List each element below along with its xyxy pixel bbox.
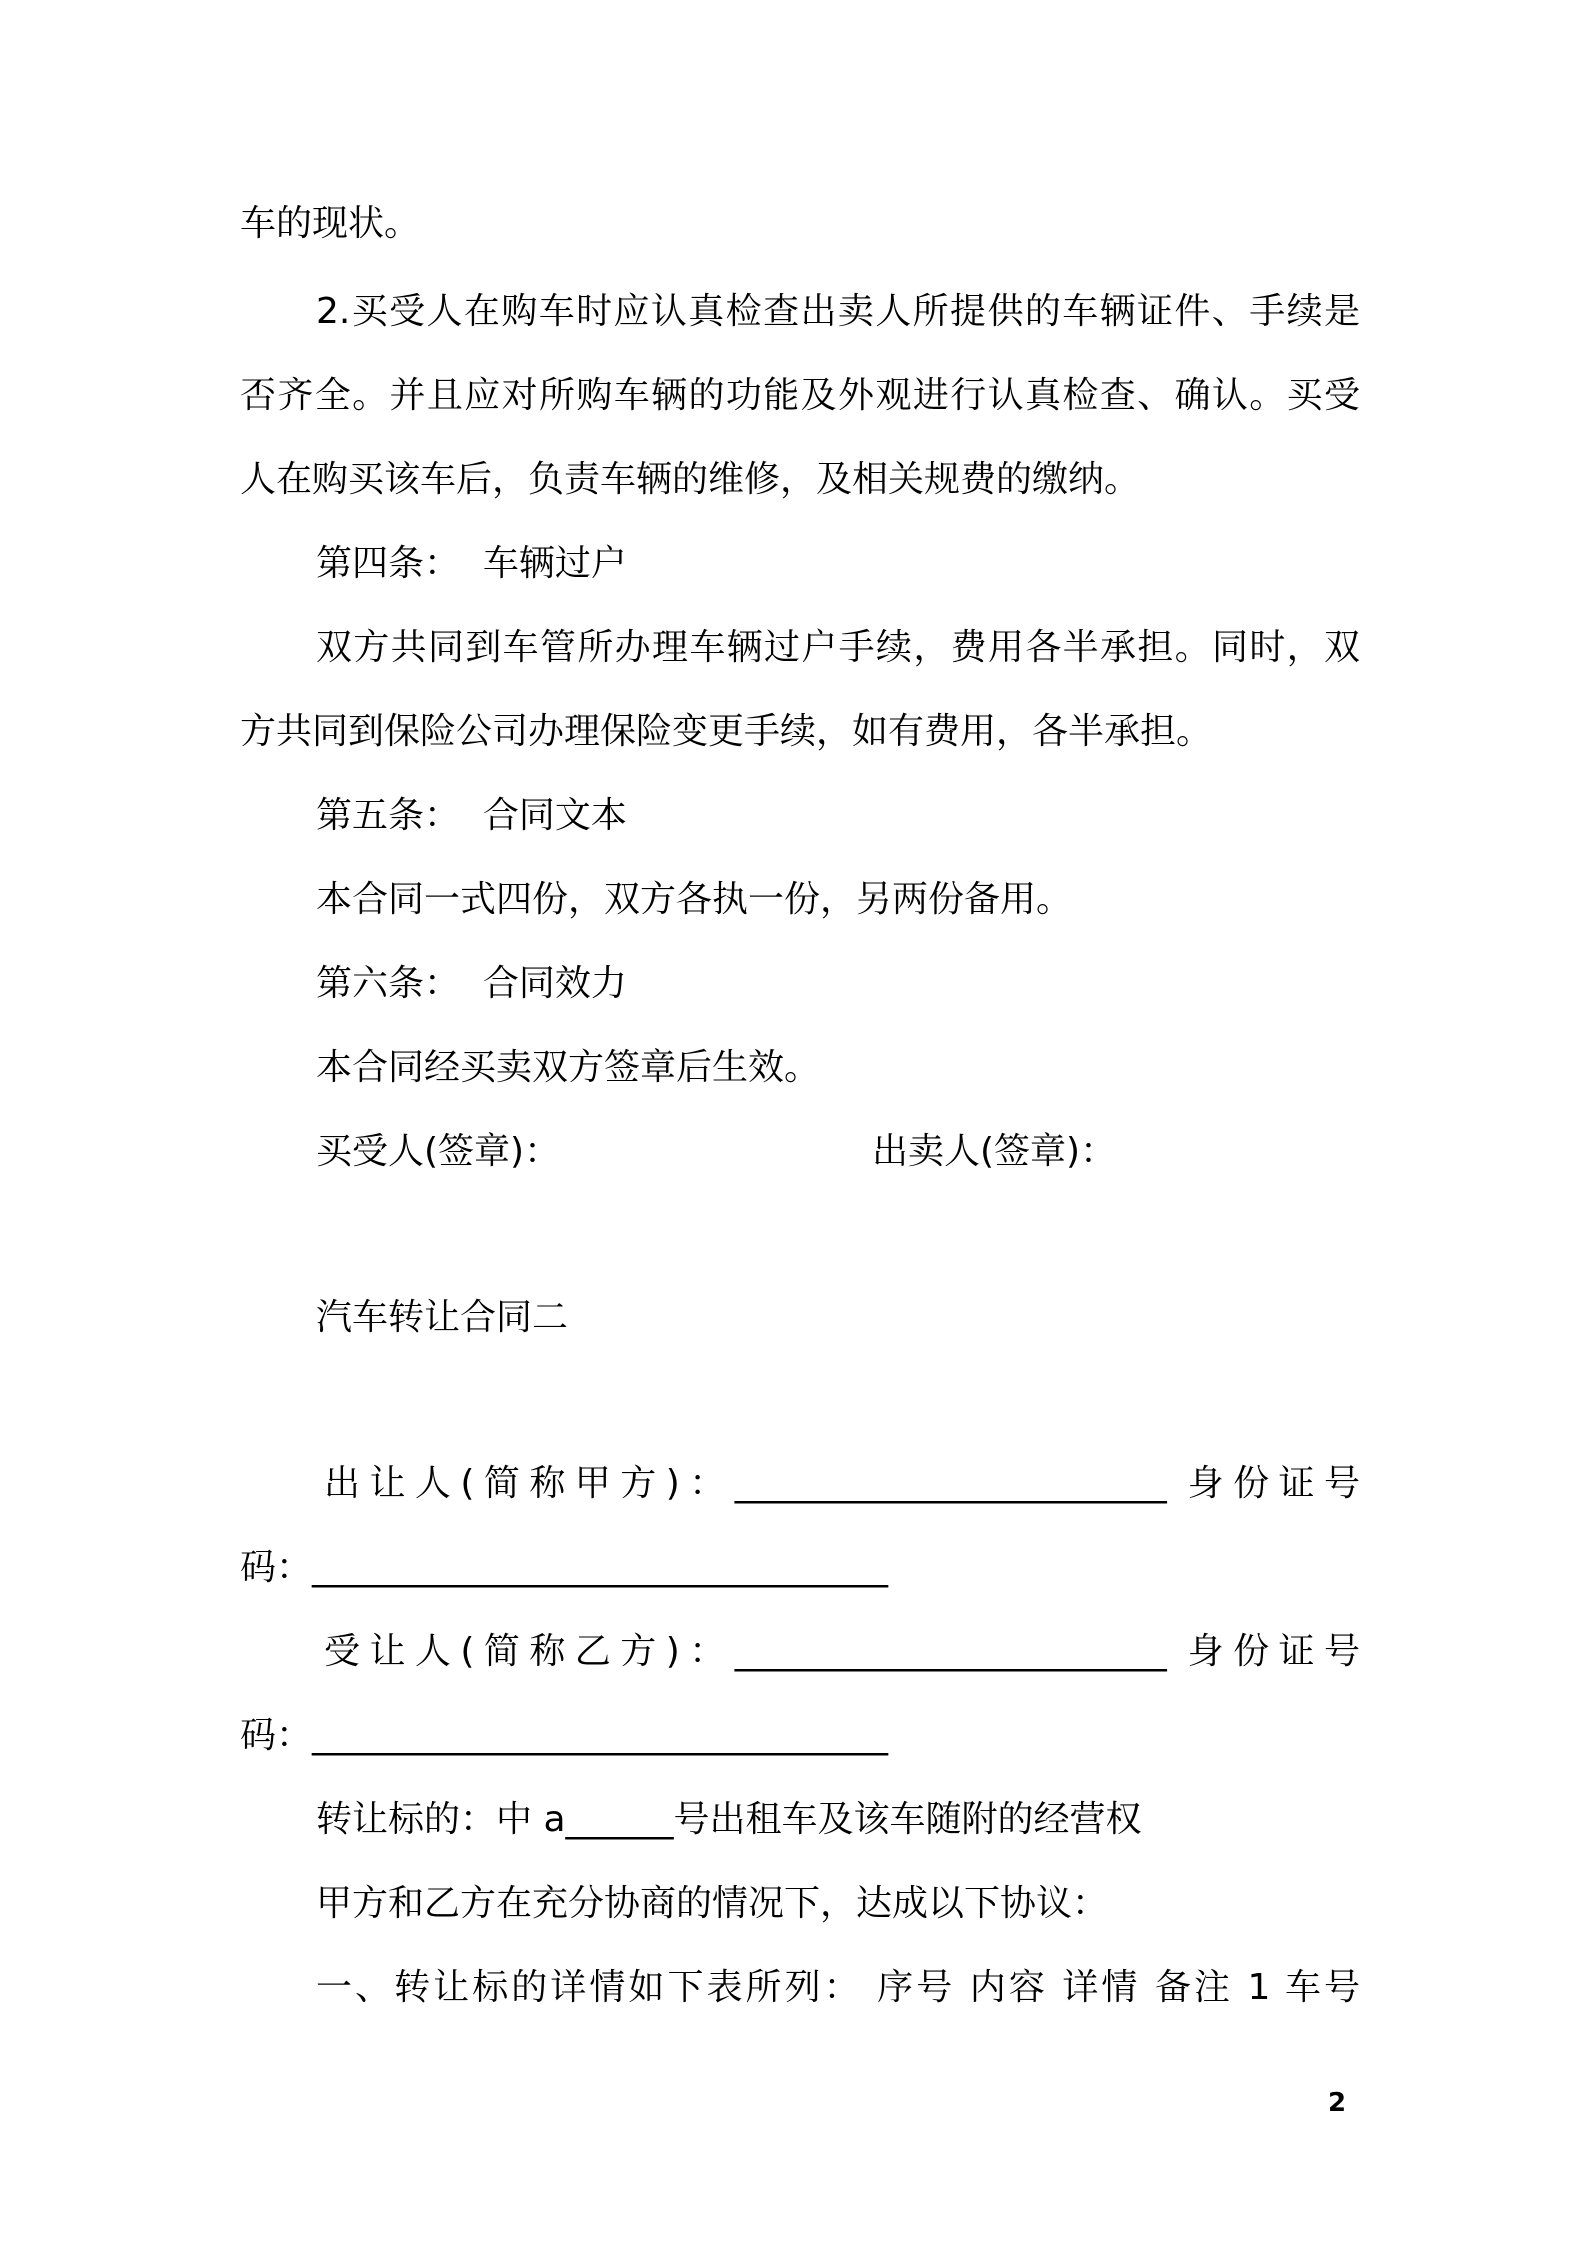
- text-line: 码：________________________________: [240, 1715, 888, 1756]
- text-line: 人在购买该车后，负责车辆的维修，及相关规费的缴纳。: [240, 459, 1141, 500]
- page-number: 2: [1328, 2088, 1347, 2118]
- section-heading: 第六条： 合同效力: [316, 963, 627, 1004]
- text-line: 双方共同到车管所办理车辆过户手续，费用各半承担。同时，双: [316, 627, 1360, 668]
- text-line: 本合同一式四份，双方各执一份，另两份备用。: [316, 879, 1073, 920]
- text-line: 受让人(简称乙方)：________________________ 身份证号: [324, 1631, 1360, 1672]
- section-heading: 第五条： 合同文本: [316, 795, 627, 836]
- text-line: 方共同到保险公司办理保险变更手续，如有费用，各半承担。: [240, 711, 1213, 752]
- section-heading: 第四条： 车辆过户: [316, 543, 627, 584]
- text-line: 甲方和乙方在充分协商的情况下，达成以下协议：: [316, 1883, 1109, 1924]
- text-line: 转让标的：中 a______号出租车及该车随附的经营权: [316, 1799, 1142, 1840]
- text-line: 2.买受人在购车时应认真检查出卖人所提供的车辆证件、手续是: [316, 291, 1360, 332]
- text-line: 一、转让标的详情如下表所列： 序号 内容 详情 备注 1 车号: [316, 1967, 1360, 2008]
- text-line: 出让人(简称甲方)：________________________ 身份证号: [324, 1463, 1360, 1504]
- seller-signature-label: 出卖人(签章)：: [872, 1131, 1117, 1172]
- text-line: 车的现状。: [240, 203, 421, 244]
- text-line: 否齐全。并且应对所购车辆的功能及外观进行认真检查、确认。买受: [240, 375, 1360, 416]
- text-line: 本合同经买卖双方签章后生效。: [316, 1047, 821, 1088]
- text-line: 码：________________________________: [240, 1547, 888, 1588]
- buyer-signature-label: 买受人(签章)：: [316, 1131, 561, 1172]
- contract-title: 汽车转让合同二: [316, 1297, 569, 1338]
